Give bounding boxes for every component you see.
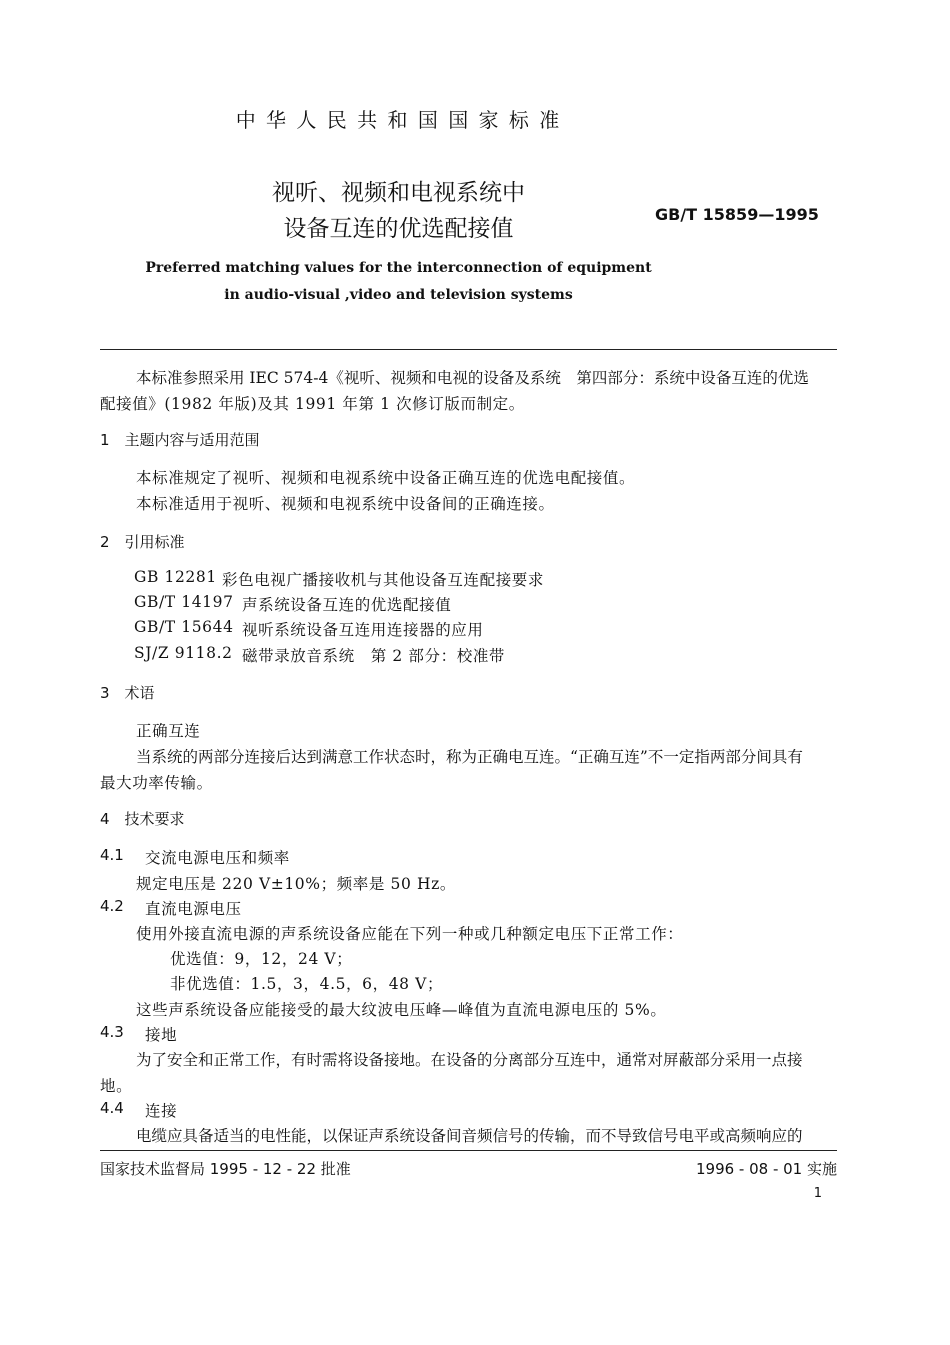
- ref-title: 磁带录放音系统 第 2 部分：校准带: [242, 647, 506, 665]
- s44-title: 连接: [145, 1102, 178, 1120]
- section1-p2: 本标准适用于视听、视频和电视系统中设备间的正确连接。: [136, 495, 555, 513]
- term-name: 正确互连: [136, 722, 201, 740]
- section2-heading: 2 引用标准: [100, 533, 185, 551]
- country-standard-banner: 中 华 人 民 共 和 国 国 家 标 准: [235, 108, 562, 132]
- s44-line1: 电缆应具备适当的电性能，以保证声系统设备间音频信号的传输，而不导致信号电平或高频响应的: [136, 1127, 803, 1145]
- s43-title: 接地: [145, 1026, 178, 1044]
- s41-title: 交流电源电压和频率: [145, 849, 290, 867]
- section3-heading: 3 术语: [100, 684, 155, 702]
- title-cn-line2: 设备互连的优选配接值: [283, 216, 514, 242]
- ref-code: GB 12281: [134, 568, 217, 586]
- effective-date: 1996 - 08 - 01 实施: [695, 1160, 837, 1178]
- ref-title: 声系统设备互连的优选配接值: [242, 596, 452, 614]
- s42-title: 直流电源电压: [145, 900, 242, 918]
- s43-number: 4.3: [100, 1023, 124, 1041]
- page-number: 1: [813, 1186, 822, 1201]
- standard-number: GB/T 15859—1995: [655, 205, 819, 224]
- s41-number: 4.1: [100, 846, 124, 864]
- s42-text: 使用外接直流电源的声系统设备应能在下列一种或几种额定电压下正常工作：: [136, 925, 684, 943]
- title-en-line2: in audio-visual ,video and television systems: [224, 287, 573, 303]
- s43-line2: 地。: [100, 1077, 133, 1095]
- title-cn-line1: 视听、视频和电视系统中: [272, 180, 525, 206]
- s42-nonpreferred: 非优选值：1.5，3，4.5，6，48 V；: [170, 975, 444, 993]
- title-en-line1: Preferred matching values for the interconnection of equipment: [145, 260, 652, 276]
- section4-heading: 4 技术要求: [100, 810, 185, 828]
- ref-code: GB/T 14197: [134, 593, 234, 611]
- term-def-line2: 最大功率传输。: [100, 774, 213, 792]
- ref-title: 视听系统设备互连用连接器的应用: [242, 621, 484, 639]
- header-divider: [100, 349, 837, 350]
- ref-code: GB/T 15644: [134, 618, 234, 636]
- s44-number: 4.4: [100, 1099, 124, 1117]
- intro-line2: 配接值》(1982 年版)及其 1991 年第 1 次修订版而制定。: [100, 395, 525, 413]
- section1-p1: 本标准规定了视听、视频和电视系统中设备正确互连的优选电配接值。: [136, 469, 636, 487]
- section1-heading: 1 主题内容与适用范围: [100, 431, 260, 449]
- s43-line1: 为了安全和正常工作，有时需将设备接地。在设备的分离部分互连中，通常对屏蔽部分采用一点接: [136, 1051, 803, 1069]
- intro-line1: 本标准参照采用 IEC 574-4《视听、视频和电视的设备及系统 第四部分：系统中设备互连的优选: [136, 369, 809, 387]
- footer-divider: [100, 1150, 837, 1151]
- s42-preferred: 优选值：9，12，24 V；: [170, 950, 353, 968]
- ref-title: 彩色电视广播接收机与其他设备互连配接要求: [222, 571, 545, 589]
- approval-line: 国家技术监督局 1995 - 12 - 22 批准: [100, 1160, 351, 1178]
- s42-ripple: 这些声系统设备应能接受的最大纹波电压峰—峰值为直流电源电压的 5%。: [136, 1001, 667, 1019]
- ref-code: SJ/Z 9118.2: [134, 644, 233, 662]
- s42-number: 4.2: [100, 897, 124, 915]
- term-def-line1: 当系统的两部分连接后达到满意工作状态时，称为正确电互连。“正确互连”不一定指两部分间具有: [136, 748, 803, 766]
- s41-text: 规定电压是 220 V±10%；频率是 50 Hz。: [136, 875, 456, 893]
